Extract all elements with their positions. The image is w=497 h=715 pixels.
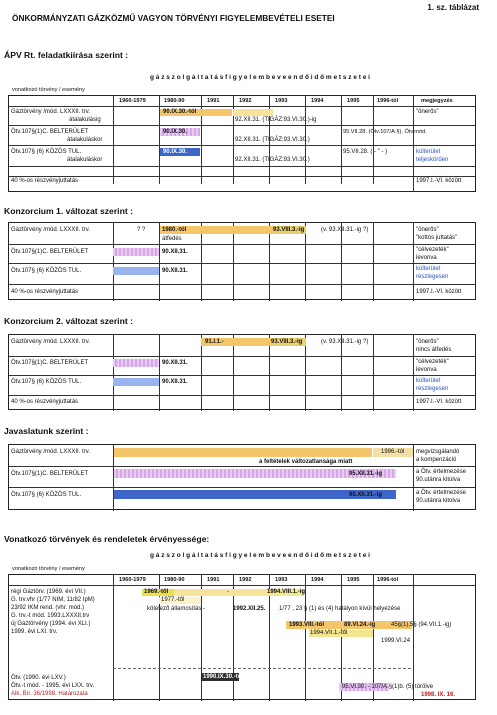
- s1-row1-mid: 92.XII.31. (TIGÁZ:93.VI.30.)-ig: [235, 117, 317, 123]
- s1-row3-label: Ötv.107§ (6) KÖZÖS TUL.: [11, 149, 82, 155]
- s5-year-1994: 1994: [311, 577, 324, 583]
- s4-row2-note: a Ötv. értelmezése: [416, 469, 466, 475]
- s5-c1994: 1994.VII.1.-től: [310, 630, 348, 636]
- s4-row2-note2: 90.utánra kitolva: [416, 477, 461, 483]
- s3-row2-label: Ötv.107§(1)C. BELTERÜLET: [11, 360, 89, 366]
- s5-year-1992: 1992: [239, 577, 252, 583]
- s2-row1-bar2: 93.VIII.3.-ig: [273, 227, 305, 233]
- section5-title: Vonatkozó törvények és rendeletek érvényessége:: [4, 534, 210, 544]
- s3-row1-bar-text: 91.I.1.-: [205, 339, 224, 345]
- section1-table: [8, 95, 476, 192]
- s1-row3-mid: 92.XII.31. (TIGÁZ:93.VI.30.): [235, 157, 310, 163]
- s1-year-1960: 1960-1979: [119, 98, 146, 104]
- s1-row2-mid: 92.XII.31. (TIGÁZ:93.VI.30.): [235, 137, 310, 143]
- s5-c1998: 1998. IX. 16.: [421, 692, 456, 698]
- s1-year-1991: 1991: [207, 98, 220, 104]
- s5-c1969: 1969.-től: [144, 589, 169, 595]
- s1-year-1996: 1996-tól: [377, 98, 399, 104]
- s3-row2-bar-text: 90.XII.31.: [162, 360, 188, 366]
- s2-row4-note: 1997.I.-VI. között: [416, 289, 462, 295]
- s5-c1999: 1999.VI.24: [381, 638, 411, 644]
- s2-row1-label: Gáztörvény /mód. LXXXII. trv.: [11, 227, 90, 233]
- s2-row2-label: Ötv.107§(1)C. BELTERÜLET: [11, 249, 89, 255]
- s3-row4-note: 1997.I.-VI. között: [416, 399, 462, 405]
- s5-law-9: Alk. Bír. 36/1998. Határozata: [11, 691, 88, 697]
- section2-title: Konzorcium 1. változat szerint :: [4, 206, 133, 216]
- s4-row1-note2: a kompenzáció: [416, 457, 457, 463]
- s2-row1-note: "önerős": [416, 227, 439, 233]
- section3-title: Konzorcium 2. változat szerint :: [4, 316, 133, 326]
- s1-row1-bar-text: 90.IX.30.-tól: [163, 109, 197, 115]
- s5-c177: 1/77 , 23 § (1) és (4) hatályon kívül helyezése: [279, 606, 401, 612]
- s5-law-5: új Gáztörvény (1994. évi XLI.): [11, 621, 91, 627]
- s5-c1994vii: 1994.VIII.1.-ig: [267, 589, 306, 595]
- s5-c95: 95.VI.30. - 107/A.§(1)b. (5) törölve: [342, 684, 434, 690]
- s1-row1-sub: átalakulásig: [69, 117, 101, 123]
- section1-law-header: vonatkozó törvény / esemény: [12, 87, 85, 93]
- s5-law-8: Ötv.-t mód. - 1995. évi LXX. trv.: [11, 683, 95, 689]
- s3-row3-note: külterület: [416, 378, 441, 384]
- s5-dash: -: [227, 589, 229, 595]
- s3-row3-bar-text: 90.XII.31.: [162, 379, 188, 385]
- section5-table: [8, 574, 476, 700]
- s3-row1-bar2: 93.VIII.3.-ig: [271, 339, 303, 345]
- s1-note-header: megjegyzés: [421, 98, 453, 104]
- s1-row3-right: 95.VII.28. ( - " - ): [343, 149, 388, 155]
- s5-c45: 45§(1),5§ (94.VII.1.-ig): [391, 622, 452, 628]
- s4-row1-note: megvizsgálandó: [416, 449, 460, 455]
- s2-row2-bar-text: 90.XII.31.: [162, 249, 188, 255]
- section5-gas-period: g á z s z o l g á l t a t á s f i g y e l e m b e v e e n d ő i d ő m e t s z e t e i: [150, 552, 370, 559]
- s1-row1-note: "önerős": [416, 109, 439, 115]
- s5-c1992: 1992.XII.25.: [233, 606, 266, 612]
- s2-row4-label: 40 %-os részvényjuttatás: [11, 289, 79, 295]
- s2-row1-mid: (v. 93.XII.31.-ig ?): [321, 227, 369, 233]
- s3-row1-note2: nincs átfedés: [416, 347, 452, 353]
- page-title: ÖNKORMÁNYZATI GÁZKÖZMŰ VAGYON TÖRVÉNYI FIGYELEMBEVÉTELI ESETEI: [12, 13, 335, 23]
- s3-row1-label: Gáztörvény /mód. LXXXII. trv.: [11, 339, 90, 345]
- s5-law-2: G. trv.vhr (1/77 NIM, 11/82 IpM): [11, 597, 95, 603]
- s1-year-1980: 1980-90: [164, 98, 185, 104]
- section2-table: [8, 222, 476, 300]
- s1-row3-bar-text: 90.IX.30.: [163, 149, 188, 155]
- s4-row2-label: Ötv.107§(1)C. BELTERÜLET: [11, 471, 89, 477]
- section5-law-header: vonatkozó törvény / esemény: [12, 566, 85, 572]
- s4-row3-label: Ötv.107§ (6) KÖZÖS TUL.: [11, 492, 82, 498]
- s3-row2-note2: levonva: [416, 367, 437, 373]
- table-number: 1. sz. táblázat: [427, 3, 479, 12]
- section4-table: [8, 444, 476, 510]
- s5-year-1996: 1996-tól: [377, 577, 399, 583]
- s5-year-1993: 1993: [275, 577, 288, 583]
- s1-year-1995: 1995: [347, 98, 360, 104]
- s1-row2-sub: átalakuláskor: [67, 137, 103, 143]
- s2-row2-note2: levonva: [416, 255, 437, 261]
- s2-row1-q: ? ?: [137, 227, 146, 233]
- s2-row1-bar-text: 1980.-tól: [162, 227, 187, 233]
- s5-c1977: 1977.-től: [161, 597, 185, 603]
- s3-row1-mid: (v. 93.XII.31.-ig ?): [321, 339, 369, 345]
- s5-year-1960: 1960-1979: [119, 577, 146, 583]
- s1-row3-note: külterület: [416, 149, 441, 155]
- s5-c89: 89.VI.24.-ig: [344, 622, 376, 628]
- s4-row3-bar-text: 95.XII.31.-ig: [349, 492, 383, 498]
- s2-row1-note2: "kottós juttatás": [416, 235, 458, 241]
- s3-row1-note: "önerős": [416, 339, 439, 345]
- s4-row1-right: 1996.-tól: [381, 449, 405, 455]
- s3-row4-label: 40 %-os részvényjuttatás: [11, 399, 79, 405]
- s2-row1-sub: átfedés: [162, 236, 182, 242]
- s1-row2-label: Ötv.107§(1)C. BELTERÜLET: [11, 129, 89, 135]
- s5-year-1980: 1980-90: [164, 577, 185, 583]
- s1-row1-label: Gáztörvény /mód. LXXXII. trv.: [11, 109, 90, 115]
- s5-year-1995: 1995: [347, 577, 360, 583]
- section1-gas-period: g á z s z o l g á l t a t á s f i g y e l e m b e v e e n d ő i d ő m e t s z e t e i: [150, 74, 370, 81]
- s1-row3-note2: teljeskörűen: [416, 157, 449, 163]
- s3-row3-note2: részlegesen: [416, 386, 449, 392]
- s2-row3-bar-text: 90.XII.31.: [162, 268, 188, 274]
- s4-row1-mid: a feltételek változatlansága miatt: [259, 459, 353, 465]
- s5-law-3: 23/92 IKM rend. (vhr. mód.): [11, 605, 85, 611]
- s5-year-1991: 1991: [207, 577, 220, 583]
- s4-row3-note: a Ötv. értelmezése: [416, 490, 466, 496]
- s1-row4-label: 40 %-os részvényjuttatás: [11, 178, 79, 184]
- section1-title: ÁPV Rt. feladatkiírása szerint :: [4, 50, 129, 60]
- s2-row2-note: "célvezeték": [416, 247, 449, 253]
- s5-c1990: 1990.IX.30.-tól: [203, 674, 244, 680]
- s5-c1993: 1993.VIII.-tól: [289, 622, 325, 628]
- s1-row3-sub: átalakuláskor: [67, 157, 103, 163]
- s4-row2-bar-text: 95.XII.31.-ig: [349, 471, 383, 477]
- s2-row3-label: Ötv.107§ (6) KÖZÖS TUL.: [11, 268, 82, 274]
- s3-row3-label: Ötv.107§ (6) KÖZÖS TUL.: [11, 379, 82, 385]
- s5-law-6: 1999. évi LXI. trv.: [11, 629, 58, 635]
- section3-table: [8, 334, 476, 410]
- s1-year-1993: 1993: [275, 98, 288, 104]
- s1-row2-right: 95.VII.28. (Ötv.107/A.§). Ötv.mód.: [343, 129, 427, 135]
- s5-kotelezo: kötelező államosítás -: [147, 606, 206, 612]
- s5-law-4: G. trv.-t mód. 1993.LXXXII.trv: [11, 613, 90, 619]
- s3-row2-note: "célvezeték": [416, 359, 449, 365]
- s4-row3-note2: 90.utánra kitolva: [416, 498, 461, 504]
- s1-row4-note: 1997.I.-VI. között: [416, 178, 462, 184]
- s2-row3-note: külterület: [416, 266, 441, 272]
- s1-year-1992: 1992: [239, 98, 252, 104]
- s1-year-1994: 1994: [311, 98, 324, 104]
- s5-law-1: régi Gáztörv. (1969. évi VII.): [11, 589, 86, 595]
- s5-law-7: Ötv. (1990. évi LXV.): [11, 675, 66, 681]
- s4-row1-label: Gáztörvény /mód. LXXXII. trv.: [11, 449, 90, 455]
- s2-row3-note2: részlegesen: [416, 274, 449, 280]
- section4-title: Javaslatunk szerint :: [4, 426, 89, 436]
- s1-row2-bar-text: 90.IX.30.: [163, 129, 188, 135]
